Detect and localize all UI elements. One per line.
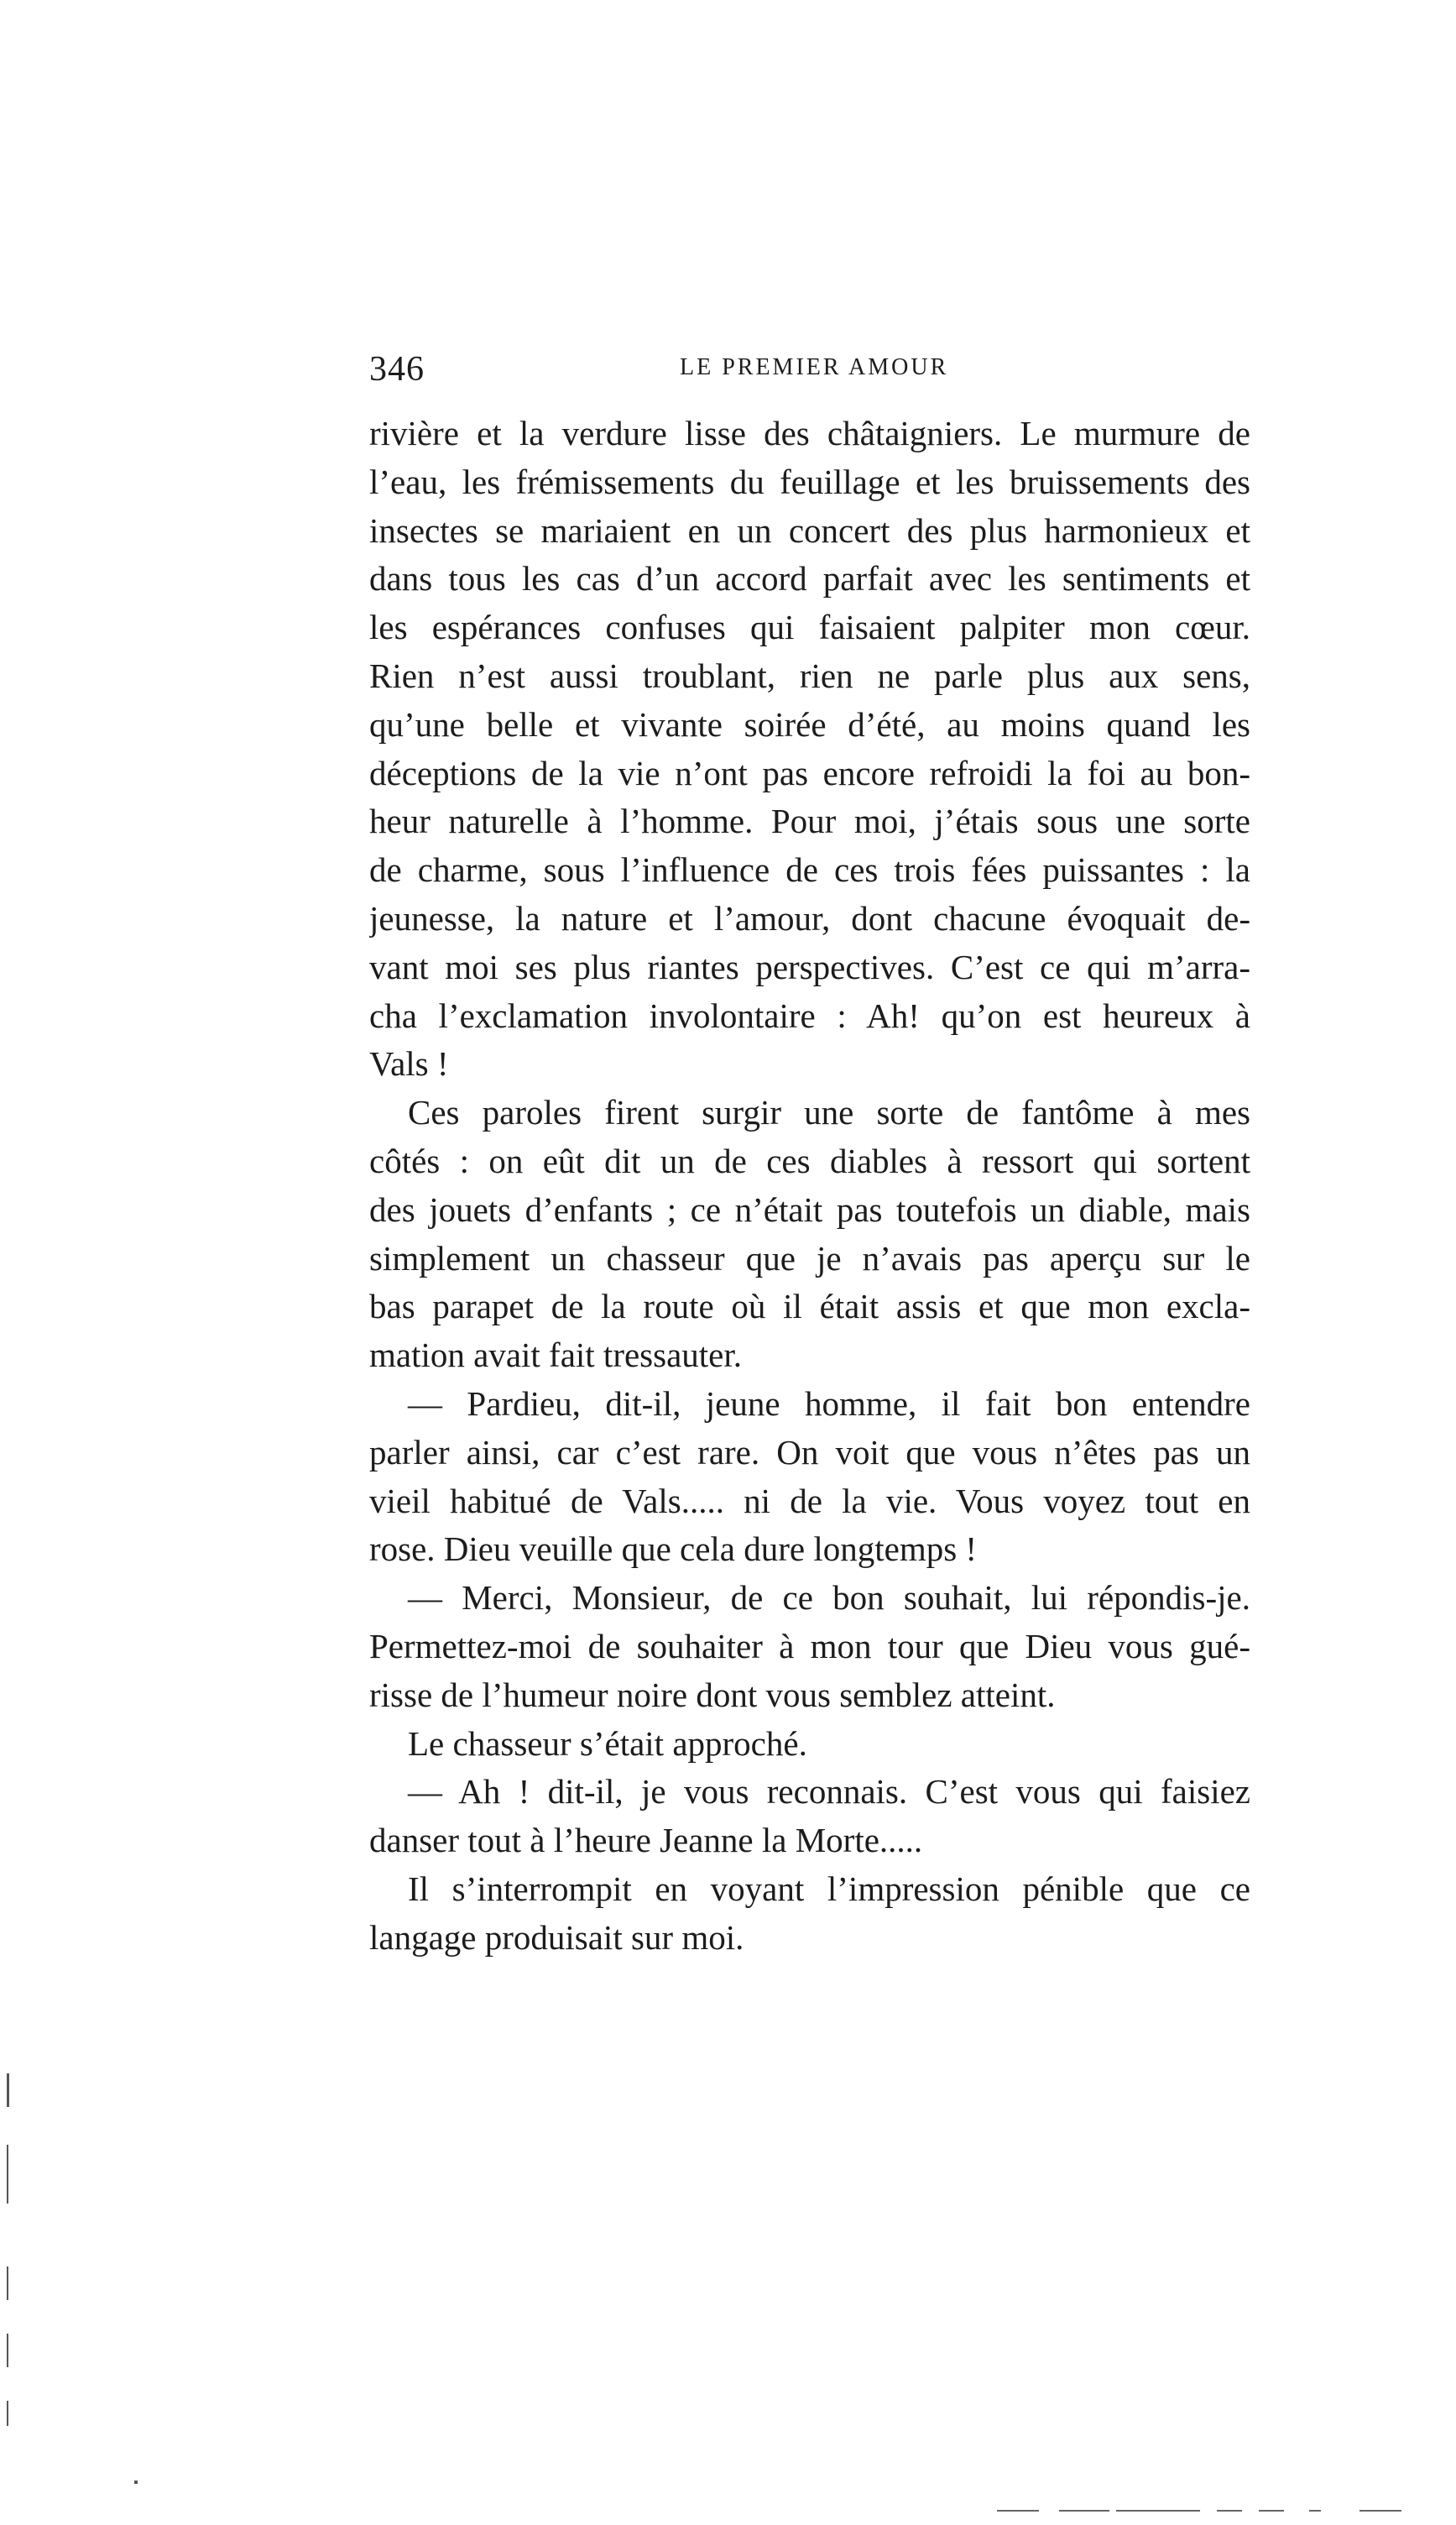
scan-mark bbox=[7, 2145, 8, 2203]
text-line: — Pardieu, dit-il, jeune homme, il fait bon entendre bbox=[408, 1383, 1250, 1423]
text-line: côtés : on eût dit un de ces diables à ressort qui sortent bbox=[369, 1141, 1250, 1180]
scan-mark bbox=[7, 2073, 9, 2107]
text-line: qu’une belle et vivante soirée d’été, au moins quand les bbox=[369, 704, 1250, 744]
text-line: rivière et la verdure lisse des châtaigniers. Le murmure de bbox=[369, 414, 1250, 452]
text-line: — Merci, Monsieur, de ce bon souhait, lui répondis-je. bbox=[408, 1578, 1250, 1618]
text-line: Ces paroles firent surgir une sorte de fantôme à mes bbox=[408, 1093, 1250, 1132]
text-line: Le chasseur s’était approché. bbox=[408, 1723, 807, 1763]
text-line: Vals ! bbox=[369, 1044, 449, 1084]
text-line: risse de l’humeur noire dont vous semblez atteint. bbox=[369, 1675, 1056, 1714]
text-line: Rien n’est aussi troublant, rien ne parle plus aux sens, bbox=[369, 656, 1250, 695]
text-line: mation avait fait tressauter. bbox=[369, 1336, 743, 1375]
text-line: rose. Dieu veuille que cela dure longtemps ! bbox=[369, 1529, 978, 1569]
text-line: vieil habitué de Vals..... ni de la vie. Vous voyez tout en bbox=[369, 1481, 1250, 1520]
text-line: langage produisait sur moi. bbox=[369, 1917, 744, 1957]
text-line: les espérances confuses qui faisaient palpiter mon cœur. bbox=[369, 608, 1250, 647]
text-line: vant moi ses plus riantes perspectives. C’est ce qui m’arra- bbox=[369, 947, 1250, 986]
text-line: bas parapet de la route où il était assis et que mon excla- bbox=[369, 1287, 1250, 1326]
scan-mark bbox=[7, 2266, 8, 2300]
text-line: cha l’exclamation involontaire : Ah! qu’on est heureux à bbox=[369, 996, 1250, 1035]
text-line: Permettez-moi de souhaiter à mon tour que Dieu vous gué- bbox=[369, 1626, 1250, 1665]
text-line: simplement un chasseur que je n’avais pas aperçu sur le bbox=[369, 1238, 1250, 1278]
text-line: déceptions de la vie n’ont pas encore refroidi la foi au bon- bbox=[369, 753, 1250, 792]
running-head bbox=[369, 342, 1250, 393]
edge-rule bbox=[1116, 2510, 1200, 2512]
edge-rule bbox=[1217, 2510, 1242, 2512]
text-line: l’eau, les frémissements du feuillage et les bruissements des bbox=[369, 462, 1250, 501]
text-line: Il s’interrompit en voyant l’impression pénible que ce bbox=[408, 1869, 1250, 1908]
page-number: 346 bbox=[369, 350, 425, 389]
edge-rule bbox=[1309, 2510, 1321, 2512]
text-line: des jouets d’enfants ; ce n’était pas toutefois un diable, mais bbox=[369, 1189, 1250, 1229]
text-line: heur naturelle à l’homme. Pour moi, j’étais sous une sorte bbox=[369, 802, 1250, 841]
text-line: danser tout à l’heure Jeanne la Morte..... bbox=[369, 1821, 923, 1860]
body-text bbox=[369, 410, 1250, 1963]
text-line: dans tous les cas d’un accord parfait avec les sentiments et bbox=[369, 559, 1250, 599]
scan-mark bbox=[134, 2481, 138, 2484]
text-line: de charme, sous l’influence de ces trois fées puissantes : la bbox=[369, 850, 1250, 890]
text-line: — Ah ! dit-il, je vous reconnais. C’est vous qui faisiez bbox=[408, 1772, 1250, 1811]
running-title: LE PREMIER AMOUR bbox=[680, 354, 949, 380]
edge-rule bbox=[1359, 2510, 1401, 2512]
text-line: parler ainsi, car c’est rare. On voit que vous n’êtes pas un bbox=[369, 1432, 1250, 1472]
text-line: jeunesse, la nature et l’amour, dont chacune évoquait de- bbox=[369, 898, 1250, 938]
scan-mark bbox=[7, 2401, 8, 2426]
edge-rule bbox=[1259, 2510, 1284, 2512]
text-line: insectes se mariaient en un concert des plus harmonieux et bbox=[369, 510, 1250, 550]
scan-mark bbox=[7, 2334, 8, 2367]
edge-rule bbox=[997, 2510, 1039, 2512]
edge-rule bbox=[1059, 2510, 1109, 2512]
